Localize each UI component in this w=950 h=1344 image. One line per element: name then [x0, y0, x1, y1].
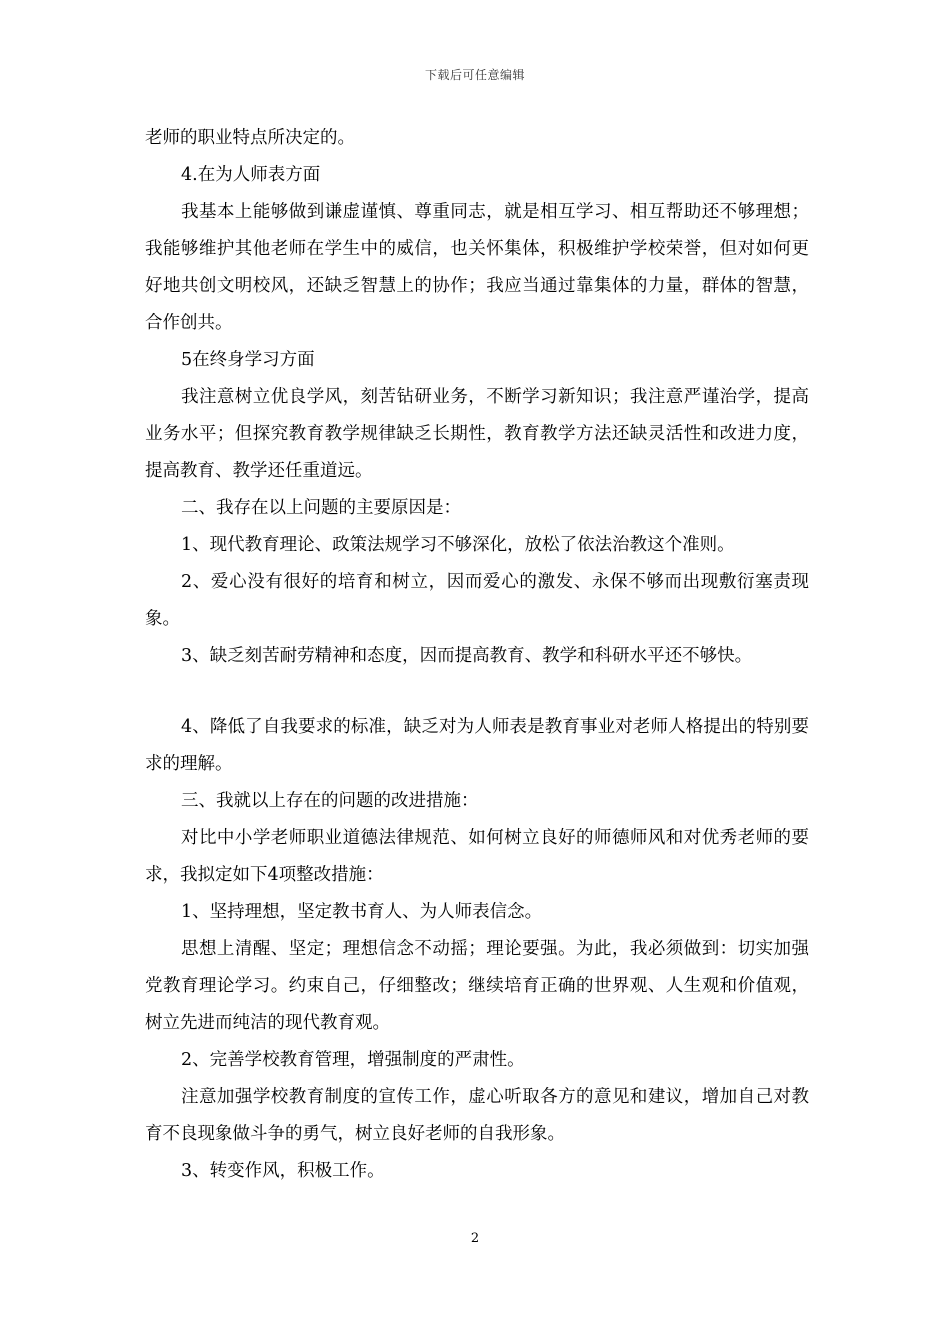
paragraph: 注意加强学校教育制度的宣传工作，虚心听取各方的意见和建议，增加自己对教育不良现象做斗争的勇气，树立良好老师的自我形象。 [145, 1087, 809, 1144]
section-heading: 5在终身学习方面 [181, 350, 315, 370]
document-body [145, 120, 809, 1190]
paragraph: 我注意树立优良学风，刻苦钻研业务，不断学习新知识；我注意严谨治学，提高业务水平；但探究教育教学规律缺乏长期性，教育教学方法还缺灵活性和改进力度，提高教育、教学还任重道远。 [145, 387, 809, 481]
paragraph: 老师的职业特点所决定的。 [145, 128, 355, 148]
section-heading: 三、我就以上存在的问题的改进措施： [181, 791, 479, 811]
paragraph: 思想上清醒、坚定；理想信念不动摇；理论要强。为此，我必须做到：切实加强党教育理论学习。约束自己，仔细整改；继续培育正确的世界观、人生观和价值观，树立先进而纯洁的现代教育观。 [145, 939, 809, 1033]
list-item: 2、爱心没有很好的培育和树立，因而爱心的激发、永保不够而出现敷衍塞责现象。 [145, 572, 809, 629]
paragraph: 对比中小学老师职业道德法律规范、如何树立良好的师德师风和对优秀老师的要求，我拟定如下4项整改措施： [145, 828, 809, 885]
list-item: 3、转变作风，积极工作。 [181, 1161, 385, 1181]
paragraph: 我基本上能够做到谦虚谨慎、尊重同志，就是相互学习、相互帮助还不够理想；我能够维护其他老师在学生中的威信，也关怀集体，积极维护学校荣誉，但对如何更好地共创文明校风，还缺乏智慧上的协作；我应当通过靠集体的力量，群体的智慧，合作创共。 [145, 202, 809, 333]
list-item: 1、现代教育理论、政策法规学习不够深化，放松了依法治教这个准则。 [181, 535, 735, 555]
list-item: 4、降低了自我要求的标准，缺乏对为人师表是教育事业对老师人格提出的特别要求的理解。 [145, 717, 809, 774]
list-item: 2、完善学校教育管理，增强制度的严肃性。 [181, 1050, 525, 1070]
section-heading: 二、我存在以上问题的主要原因是： [181, 498, 461, 518]
section-heading: 4.在为人师表方面 [181, 165, 321, 185]
page-number: 2 [470, 1231, 480, 1246]
page-header: 下载后可任意编辑 [424, 68, 525, 82]
list-item: 1、坚持理想，坚定教书育人、为人师表信念。 [181, 902, 543, 922]
list-item: 3、缺乏刻苦耐劳精神和态度，因而提高教育、教学和科研水平还不够快。 [181, 646, 753, 666]
